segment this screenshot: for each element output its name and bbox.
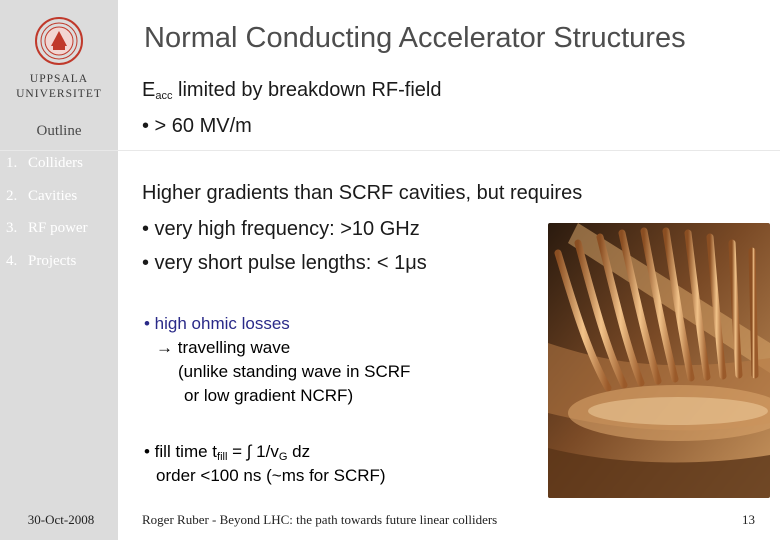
ohmic-losses-bullet: • high ohmic losses xyxy=(144,314,290,333)
nav-item-rf-power[interactable]: 3. RF power xyxy=(6,220,88,236)
university-name: UPPSALA UNIVERSITET xyxy=(16,73,102,100)
sidebar xyxy=(0,0,118,540)
outline-title: Outline xyxy=(36,123,82,139)
ncrf-note: or low gradient NCRF) xyxy=(184,386,354,405)
accelerator-structure-photo xyxy=(548,223,770,498)
header-divider xyxy=(0,150,780,151)
travelling-wave-line: → travelling wave xyxy=(156,338,291,357)
footer-text: Roger Ruber - Beyond LHC: the path towards future linear colliders xyxy=(142,512,498,527)
university-seal-logo xyxy=(34,16,84,66)
nav-item-cavities[interactable]: 2. Cavities xyxy=(6,188,78,204)
pulse-length-bullet: • very short pulse lengths: < 1μs xyxy=(142,252,427,274)
page-number: 13 xyxy=(742,512,755,527)
footer-date: 30-Oct-2008 xyxy=(27,512,95,527)
eacc-line: $E_{acc}$ limited by breakdown RF-field xyxy=(142,79,442,102)
fill-time-bullet: • fill time $t_{fill}$ = ∫ $1/v_G$ dz xyxy=(144,442,311,463)
slide-title: Normal Conducting Accelerator Structures xyxy=(144,22,686,54)
accelerator-structure-image xyxy=(548,223,770,498)
standing-wave-note: (unlike standing wave in SCRF xyxy=(178,362,411,381)
frequency-bullet: • very high frequency: >10 GHz xyxy=(142,218,420,240)
requirements-intro: Higher gradients than SCRF cavities, but requires xyxy=(142,182,583,204)
gradient-bullet: • > 60 MV/m xyxy=(142,115,252,137)
nav-item-projects[interactable]: 4. Projects xyxy=(6,253,77,269)
fill-time-order: order <100 ns (~ms for SCRF) xyxy=(156,466,386,485)
nav-item-colliders[interactable]: 1. Colliders xyxy=(6,155,83,171)
